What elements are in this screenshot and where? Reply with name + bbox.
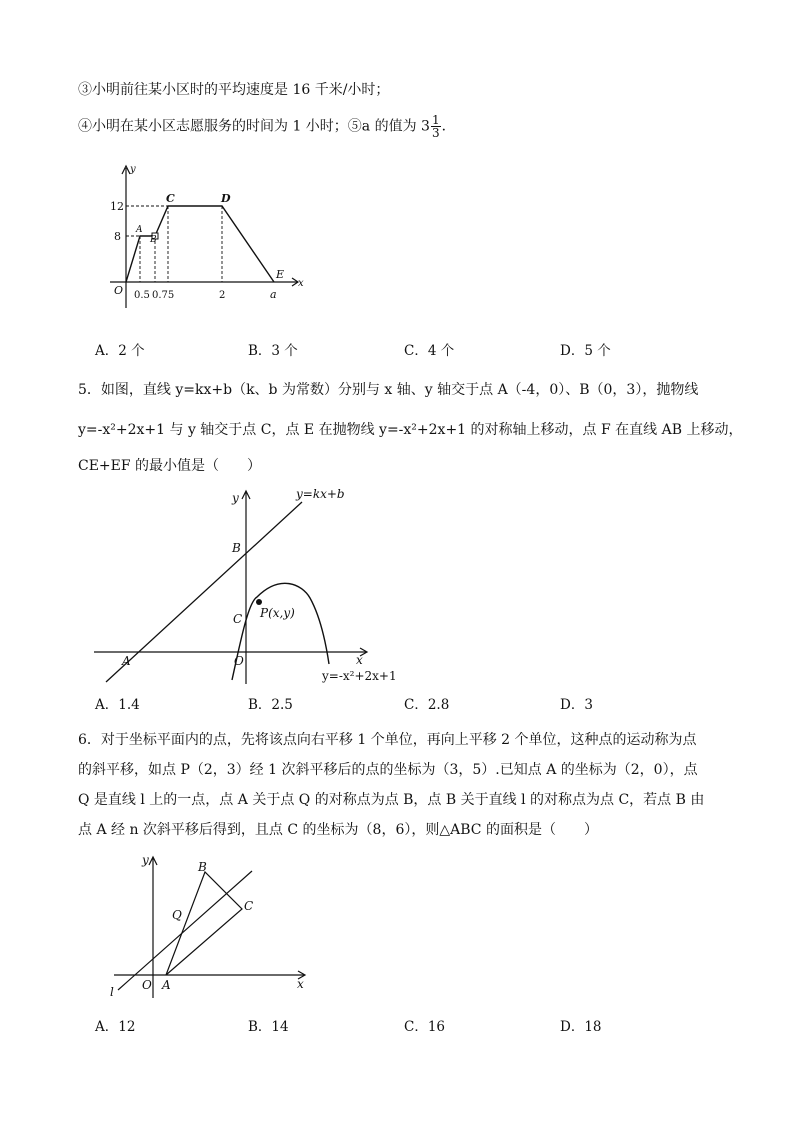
q6-option-a[interactable]: A．12 [95, 1019, 136, 1035]
point-q-label: Q [172, 908, 182, 922]
line-l [118, 871, 252, 990]
q5-stem-line-1: 5．如图，直线 y=kx+b（k、b 为常数）分别与 x 轴、y 轴交于点 A（-4，0）、B（0，3），抛物线 [78, 382, 699, 398]
q6-option-d[interactable]: D．18 [560, 1019, 602, 1035]
y-axis-label: y [130, 164, 136, 175]
q4-option-c[interactable]: C．4 个 [404, 343, 455, 359]
fraction-one-third [431, 114, 441, 139]
point-c-label: C [244, 899, 254, 913]
q6-stem-line-2: 的斜平移，如点 P（2，3）经 1 次斜平移后的点的坐标为（3，5）.已知点 A 的坐标为（2，0），点 [78, 762, 698, 778]
line-l-label: l [110, 985, 114, 999]
triangle-abc [166, 872, 242, 975]
x-axis-label: x [356, 653, 363, 667]
q6-stem-line-3: Q 是直线 l 上的一点，点 A 关于点 Q 的对称点为点 B，点 B 关于直线 l 的对称点为点 C，若点 B 由 [78, 792, 705, 808]
parabola-label: y=-x²+2x+1 [322, 669, 397, 683]
q5-graph [90, 484, 400, 684]
point-p-dot [256, 599, 262, 605]
point-c-label: C [233, 612, 243, 626]
x-tick-2: 2 [219, 290, 226, 301]
x-tick-a: a [270, 288, 277, 301]
q4-statement-3: ③小明前往某小区时的平均速度是 16 千米/小时； [78, 82, 390, 98]
point-e-label: E [276, 268, 285, 281]
point-p-label: P(x,y) [260, 606, 295, 620]
q6-option-c[interactable]: C．16 [404, 1019, 446, 1035]
point-d-label: D [221, 192, 231, 205]
q5-stem-line-2: y=-x²+2x+1 与 y 轴交于点 C，点 E 在抛物线 y=-x²+2x+1 的对称轴上移动，点 F 在直线 AB 上移动， [78, 422, 743, 438]
origin-label: O [234, 654, 244, 668]
y-tick-12: 12 [110, 200, 124, 213]
origin-label: O [114, 284, 124, 297]
x-tick-0.75: 0.75 [152, 290, 175, 301]
line-y-kx-b [106, 502, 302, 682]
x-axis-label: x [297, 977, 304, 991]
q6-option-b[interactable]: B．14 [248, 1019, 289, 1035]
q4-option-a[interactable]: A．2 个 [95, 343, 145, 359]
q5-option-c[interactable]: C．2.8 [404, 697, 450, 713]
point-c-label: C [166, 192, 175, 205]
point-a-label: A [162, 978, 171, 992]
fraction-denominator: 3 [431, 126, 440, 140]
origin-label: O [142, 978, 152, 992]
q4-statement-4 [78, 114, 456, 139]
point-b-label: B [232, 541, 241, 555]
q6-stem-line-4: 点 A 经 n 次斜平移后得到，且点 C 的坐标为（8，6），则△ABC 的面积是（ ） [78, 822, 598, 838]
point-a-label: A [136, 225, 143, 235]
q5-option-a[interactable]: A．1.4 [95, 697, 140, 713]
y-tick-8: 8 [114, 230, 121, 243]
q4-graph [100, 158, 310, 328]
q6-stem-line-1: 6．对于坐标平面内的点，先将该点向右平移 1 个单位，再向上平移 2 个单位，这种点的运动称为点 [78, 732, 697, 748]
fraction-numerator: 1 [431, 113, 440, 127]
q6-graph [100, 850, 315, 1000]
q4-statement-4-end: ． [441, 118, 456, 135]
q5-option-b[interactable]: B．2.5 [248, 697, 293, 713]
distance-time-polyline [126, 206, 274, 282]
q5-option-d[interactable]: D．3 [560, 697, 593, 713]
x-tick-0.5: 0.5 [134, 290, 150, 301]
q5-stem-line-3: CE+EF 的最小值是（ ） [78, 458, 262, 474]
y-axis-label: y [232, 491, 239, 505]
line-label: y=kx+b [296, 487, 345, 501]
point-b-label: B [198, 860, 207, 874]
q4-statement-4-text: ④小明在某小区志愿服务的时间为 1 小时；⑤a 的值为 3 [78, 118, 430, 135]
point-b-label: B [150, 235, 157, 245]
x-axis-label: x [298, 278, 304, 289]
y-axis-label: y [142, 853, 149, 867]
q4-option-d[interactable]: D．5 个 [560, 343, 611, 359]
point-a-label: A [122, 654, 131, 668]
q4-option-b[interactable]: B．3 个 [248, 343, 298, 359]
